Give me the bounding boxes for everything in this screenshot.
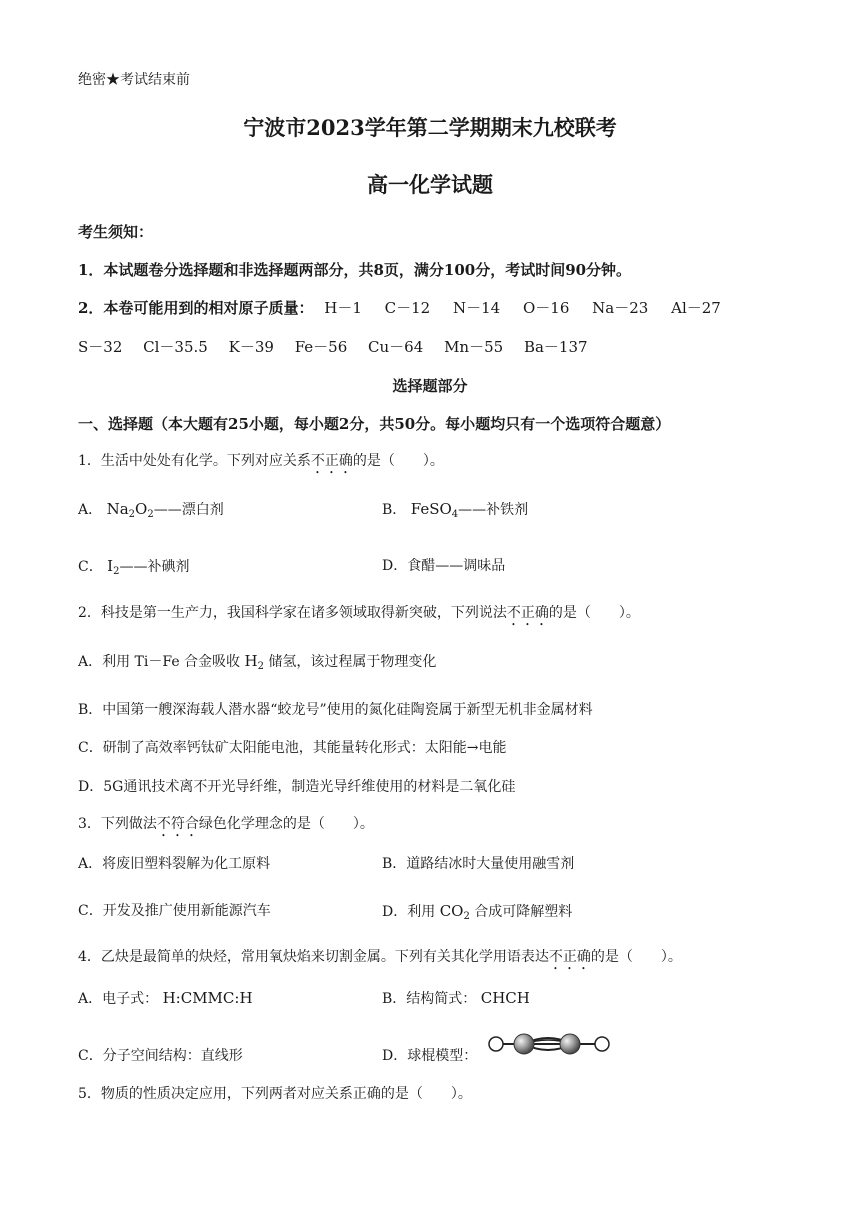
stem-text: 绿色化学理念的是（ ）。 — [198, 816, 374, 832]
formula: Na — [106, 500, 129, 518]
question-3-stem — [78, 814, 374, 840]
option-b: B．道路结冰时大量使用融雪剂 — [382, 856, 575, 872]
option-d: D．食醋——调味品 — [382, 558, 506, 574]
exam-subtitle: 高一化学试题 — [367, 172, 493, 197]
confidential-mark: 绝密★考试结束前 — [78, 72, 190, 88]
ball-stick-model-image — [486, 1030, 612, 1058]
option-text: 合成可降解塑料 — [474, 904, 573, 920]
atomic-mass: N－14 — [453, 299, 501, 317]
stem-text: 的是（ ）。 — [352, 453, 444, 469]
question-2-option-c: C．研制了高效率钙钛矿太阳能电池，其能量转化形式：太阳能→电能 — [78, 740, 507, 756]
formula-subscript: 2 — [147, 509, 154, 520]
formula-subscript: 2 — [128, 509, 136, 520]
stem-text: 2．科技是第一生产力，我国科学家在诸多领域取得新突破，下列说法 — [78, 605, 507, 621]
option-text: 储氢，该过程属于物理变化 — [268, 654, 437, 670]
emphasis-text: 不正确 — [310, 453, 353, 469]
emphasis-text: 不正确 — [506, 605, 549, 621]
atomic-mass-line-2 — [78, 337, 588, 357]
atomic-mass: Ba－137 — [523, 338, 588, 356]
notice-item-2-label: 2．本卷可能用到的相对原子质量： — [78, 299, 314, 317]
stem-text: 1．生活中处处有化学。下列对应关系 — [78, 453, 311, 469]
atomic-mass: Cl－35.5 — [143, 338, 208, 356]
question-2-stem — [78, 603, 640, 629]
notice-heading: 考生须知： — [78, 223, 154, 241]
question-2-option-a — [78, 651, 436, 672]
atomic-mass: Na－23 — [592, 299, 649, 317]
atomic-mass: K－39 — [228, 338, 274, 356]
option-label: A． — [78, 502, 103, 518]
option-b — [382, 988, 530, 1009]
formula-subscript: 2 — [257, 661, 264, 672]
stem-text: 3．下列做法 — [78, 816, 157, 832]
formula: H — [244, 652, 258, 670]
option-text: A．电子式： — [78, 991, 159, 1007]
option-a — [78, 991, 253, 1007]
option-text: ——漂白剂 — [153, 502, 224, 518]
formula-subscript: 4 — [451, 509, 459, 520]
formula: FeSO — [410, 500, 452, 518]
option-c: C．开发及推广使用新能源汽车 — [78, 903, 271, 919]
atomic-mass: H－1 — [324, 299, 362, 317]
option-a — [78, 502, 224, 518]
question-5-stem: 5．物质的性质决定应用，下列两者对应关系正确的是（ ）。 — [78, 1086, 472, 1102]
option-label: C． — [78, 559, 103, 575]
atomic-mass: Fe－56 — [294, 338, 348, 356]
option-text: ——补铁剂 — [458, 502, 529, 518]
atomic-mass: Cu－64 — [368, 338, 424, 356]
question-3-options-cd — [78, 901, 838, 921]
stem-text: 4．乙炔是最简单的炔烃，常用氧炔焰来切割金属。下列有关其化学用语表达 — [78, 949, 549, 965]
question-3-options-ab — [78, 854, 838, 874]
atomic-mass: Mn－55 — [444, 338, 504, 356]
question-1-options-cd — [78, 556, 838, 577]
question-1-options-ab — [78, 499, 838, 520]
atomic-mass: S－32 — [78, 338, 123, 356]
option-text: A．利用 Ti－Fe 合金吸收 — [78, 654, 241, 670]
option-text: B．结构简式： — [382, 991, 477, 1007]
option-text: D．利用 — [382, 904, 436, 920]
emphasis-text: 不符合 — [156, 816, 199, 832]
formula: CO — [439, 902, 464, 920]
option-d: D．球棍模型： — [382, 1048, 478, 1064]
question-2-option-b: B．中国第一艘深海载人潜水器“蛟龙号”使用的氮化硅陶瓷属于新型无机非金属材料 — [78, 702, 593, 718]
option-a: A．将废旧塑料裂解为化工原料 — [78, 856, 271, 872]
formula: O — [135, 500, 148, 518]
formula-subscript: 2 — [113, 566, 120, 577]
question-4-stem — [78, 947, 682, 973]
notice-item-1: 1．本试题卷分选择题和非选择题两部分，共8页，满分100分，考试时间90分钟。 — [78, 261, 632, 279]
stem-text: 的是（ ）。 — [548, 605, 640, 621]
option-label: B． — [382, 502, 407, 518]
atomic-mass: O－16 — [523, 299, 570, 317]
structural-formula: CHCH — [480, 989, 530, 1007]
notice-item-2 — [78, 298, 721, 318]
formula: I — [107, 557, 114, 575]
option-d — [382, 901, 572, 922]
question-4-options-cd — [78, 1046, 838, 1066]
formula-subscript: 2 — [463, 911, 470, 922]
electron-formula: H:CMMC:H — [162, 989, 253, 1007]
option-c: C．分子空间结构：直线形 — [78, 1048, 243, 1064]
atomic-mass: Al－27 — [671, 299, 721, 317]
emphasis-text: 不正确 — [548, 949, 591, 965]
section-part-title: 选择题部分 — [392, 377, 468, 395]
option-text: ——补碘剂 — [119, 559, 190, 575]
question-1-stem — [78, 451, 444, 477]
atomic-mass: C－12 — [384, 299, 431, 317]
option-c — [78, 559, 189, 575]
exam-title: 宁波市2023学年第二学期期末九校联考 — [243, 115, 617, 140]
question-4-options-ab — [78, 988, 838, 1009]
stem-text: 的是（ ）。 — [590, 949, 682, 965]
question-2-option-d: D．5G通讯技术离不开光导纤维，制造光导纤维使用的材料是二氧化硅 — [78, 779, 516, 795]
section-heading: 一、选择题（本大题有25小题，每小题2分，共50分。每小题均只有一个选项符合题意） — [78, 415, 671, 433]
option-b — [382, 499, 528, 520]
